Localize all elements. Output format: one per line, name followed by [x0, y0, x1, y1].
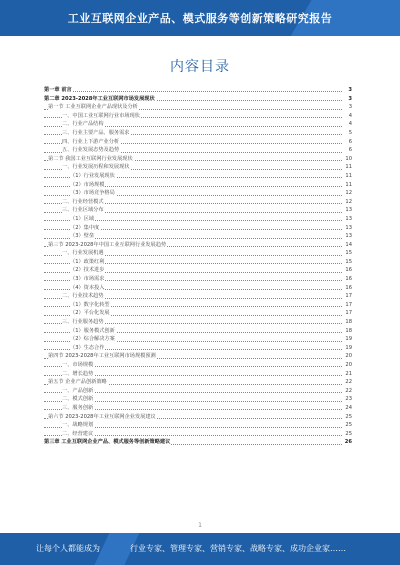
toc-entry-page: 12 [345, 198, 352, 205]
toc-entry[interactable] [44, 232, 352, 241]
toc-entry-text: （4）资本投入 [70, 284, 105, 291]
toc-entry-text: （3）市场需求 [70, 276, 105, 283]
toc-entry-page: 18 [345, 327, 352, 334]
toc-entry-text: （1）区域 [70, 215, 95, 222]
toc-entry-page: 16 [345, 284, 352, 291]
toc-entry-text: （2）平台化发展 [70, 310, 110, 317]
toc-entry-text: （1）服务模式创新 [70, 327, 115, 334]
toc-entry-page: 18 [345, 319, 352, 326]
toc-entry-page: 17 [345, 301, 352, 308]
toc-entry[interactable] [44, 86, 352, 95]
toc-entry[interactable] [44, 352, 352, 361]
toc-entry-text: 第三节 2023-2028年中国工业互联网行业发展趋势 [48, 241, 167, 248]
toc-entry-text: 五、行业发展态势及趋势 [62, 147, 120, 154]
toc-entry-page: 17 [345, 310, 352, 317]
toc-entry-page: 13 [345, 224, 352, 231]
toc-entry[interactable] [44, 206, 352, 215]
toc-entry-page: 15 [345, 250, 352, 257]
toc-entry-text: 二、行业经营模式 [62, 198, 104, 205]
toc-entry-page: 22 [345, 387, 352, 394]
toc-entry-text: 第三章 工业互联网企业产品、模式服务等创新策略建议 [44, 439, 171, 446]
toc-entry-page: 26 [344, 439, 352, 446]
toc-heading: 内容目录 [170, 59, 230, 75]
toc-entry[interactable] [44, 120, 352, 129]
toc-entry-page: 17 [345, 293, 352, 300]
footer-slogan-roles: 行业专家、管理专家、营销专家、战略专家、成功企业家…… [130, 544, 346, 553]
toc-entry-text: 三、行业区域分布 [62, 207, 104, 214]
toc-entry-text: 第五节 企业产品创新策略 [48, 379, 107, 386]
toc-entry-page: 11 [345, 181, 352, 188]
toc-entry-text: 第六节 2023-2028年工业互联网企业发展建议 [48, 413, 156, 420]
toc-entry[interactable] [44, 378, 352, 387]
toc-entry-text: 一、中国工业互联网行业市场现状 [62, 112, 140, 119]
toc-entry[interactable] [44, 163, 352, 172]
toc-entry-text: 一、市场规模 [62, 362, 94, 368]
toc-entry-page: 19 [345, 336, 352, 343]
page-number: 1 [198, 522, 202, 529]
toc-entry-text: （2）集中度 [70, 224, 100, 231]
toc-entry[interactable] [44, 258, 352, 267]
toc-entry[interactable] [44, 327, 352, 336]
toc-entry-text: 二、行业产品结构 [62, 121, 104, 128]
toc-entry-text: 三、行业服务趋势 [62, 319, 104, 326]
toc-entry[interactable] [44, 421, 352, 430]
toc-entry-text: （1）行业发展现状 [70, 172, 115, 179]
toc-entry-text: 一、战略规划 [62, 422, 94, 429]
toc-entry[interactable] [44, 198, 352, 207]
toc-entry-page: 4 [348, 112, 352, 119]
toc-entry-page: 25 [345, 430, 352, 437]
toc-entry-text: （2）技术进步 [70, 267, 105, 274]
toc-entry[interactable] [44, 129, 352, 138]
toc-entry-text: （2）市场规模 [70, 181, 105, 188]
toc-entry-text: 一、产品创新 [62, 387, 94, 394]
toc-entry-page: 3 [348, 87, 352, 93]
toc-entry-page: 13 [345, 215, 352, 222]
toc-entry[interactable] [44, 301, 352, 310]
toc-entry[interactable] [44, 95, 352, 104]
toc-entry-page: 11 [345, 172, 352, 179]
toc-entry-page: 20 [345, 353, 352, 360]
toc-entry[interactable] [44, 189, 352, 198]
toc-entry[interactable] [44, 112, 352, 121]
toc-entry[interactable] [44, 395, 352, 404]
toc-entry[interactable] [44, 404, 352, 413]
toc-entry-page: 3 [348, 95, 352, 102]
toc-entry[interactable] [44, 318, 352, 327]
toc-entry-page: 13 [345, 233, 352, 240]
toc-entry-text: 第二章 2023-2028年工业互联网市场发展现状 [44, 95, 155, 102]
toc-entry[interactable] [44, 224, 352, 233]
toc-entry-page: 3 [348, 104, 352, 111]
toc-entry-text: 二、增长趋势 [62, 370, 94, 377]
toc-entry[interactable] [44, 266, 352, 275]
toc-entry-text: （3）市场竞争格局 [70, 190, 115, 197]
toc-entry-text: 四、行业上下游产业分析 [62, 138, 120, 145]
toc-entry[interactable] [44, 430, 352, 439]
toc-entry[interactable] [44, 146, 352, 155]
toc-entry-page: 23 [345, 396, 352, 403]
toc-entry-page: 12 [345, 190, 352, 197]
toc-entry-page: 25 [345, 413, 352, 420]
toc-entry-page: 21 [345, 370, 352, 377]
toc-entry-page: 16 [345, 276, 352, 283]
toc-entry[interactable] [44, 138, 352, 147]
toc-entry[interactable] [44, 344, 352, 353]
toc-entry-text: 一、行业发展机遇 [62, 250, 104, 257]
toc-entry[interactable] [44, 335, 352, 344]
toc-entry[interactable] [44, 155, 352, 164]
toc-entry[interactable] [44, 387, 352, 396]
toc-entry[interactable] [44, 249, 352, 258]
toc-entry-page: 16 [345, 267, 352, 274]
toc-entry-page: 6 [348, 147, 352, 154]
toc-entry-page: 19 [345, 344, 352, 351]
toc-entry[interactable] [44, 292, 352, 301]
toc-entry-page: 24 [345, 404, 352, 411]
footer-slogan: 让每个人都能成为 [36, 544, 100, 553]
toc-entry-page: 5 [348, 129, 352, 136]
toc-entry-page: 10 [345, 155, 352, 162]
toc-entry[interactable] [44, 172, 352, 181]
toc-entry[interactable] [44, 275, 352, 284]
toc-entry-text: （2）综合解决方案 [70, 336, 115, 343]
toc-entry-text: （3）生态合作 [70, 344, 105, 351]
toc-entry-text: 二、经营建议 [62, 430, 94, 437]
toc-entry[interactable] [44, 361, 352, 370]
toc-entry-text: （1）政策红利 [70, 258, 105, 265]
toc-entry[interactable] [44, 309, 352, 318]
toc-leader-dots [44, 91, 342, 92]
toc-entry[interactable] [44, 241, 352, 250]
toc-entry-text: 第二节 我国工业互联网行业发展现状 [48, 155, 133, 162]
toc-entry-text: （3）壁垒 [70, 233, 95, 240]
toc-entry-page: 11 [345, 164, 352, 171]
toc-entry[interactable] [44, 413, 352, 422]
toc-entry[interactable] [44, 103, 352, 112]
toc-entry[interactable] [44, 370, 352, 379]
toc-entry-page: 20 [345, 362, 352, 368]
page-footer [0, 533, 400, 565]
toc-entry-text: 第一章 前言 [44, 87, 72, 93]
toc-entry-text: （1）数字化转型 [70, 301, 110, 308]
toc-entry[interactable] [44, 215, 352, 224]
toc-entry-page: 14 [345, 241, 352, 248]
toc-entry-page: 15 [345, 258, 352, 265]
toc-entry-page: 25 [345, 422, 352, 429]
toc-entry-page: 13 [345, 207, 352, 214]
toc-entry-text: 三、服务创新 [62, 404, 94, 411]
table-of-contents [44, 86, 352, 447]
toc-entry[interactable] [44, 284, 352, 293]
toc-entry-text: 第四节 2023-2028年工业互联网市场规模预测 [48, 353, 156, 360]
toc-entry-page: 4 [348, 121, 352, 128]
toc-entry-text: 一、行业发展历程和发展现状 [62, 164, 130, 171]
toc-entry-page: 22 [345, 379, 352, 386]
report-title: 工业互联网企业产品、模式服务等创新策略研究报告 [67, 12, 333, 25]
page-header [0, 0, 400, 36]
toc-entry-page: 6 [348, 138, 352, 145]
toc-entry-text: 二、模式创新 [62, 396, 94, 403]
toc-entry[interactable] [44, 438, 352, 447]
toc-entry-text: 第一节 工业互联网企业产品现状及分析 [48, 104, 138, 111]
toc-entry[interactable] [44, 181, 352, 190]
toc-entry-text: 三、行业主要产品、服务需求 [62, 129, 130, 136]
toc-entry-text: 二、行业技术趋势 [62, 293, 104, 300]
